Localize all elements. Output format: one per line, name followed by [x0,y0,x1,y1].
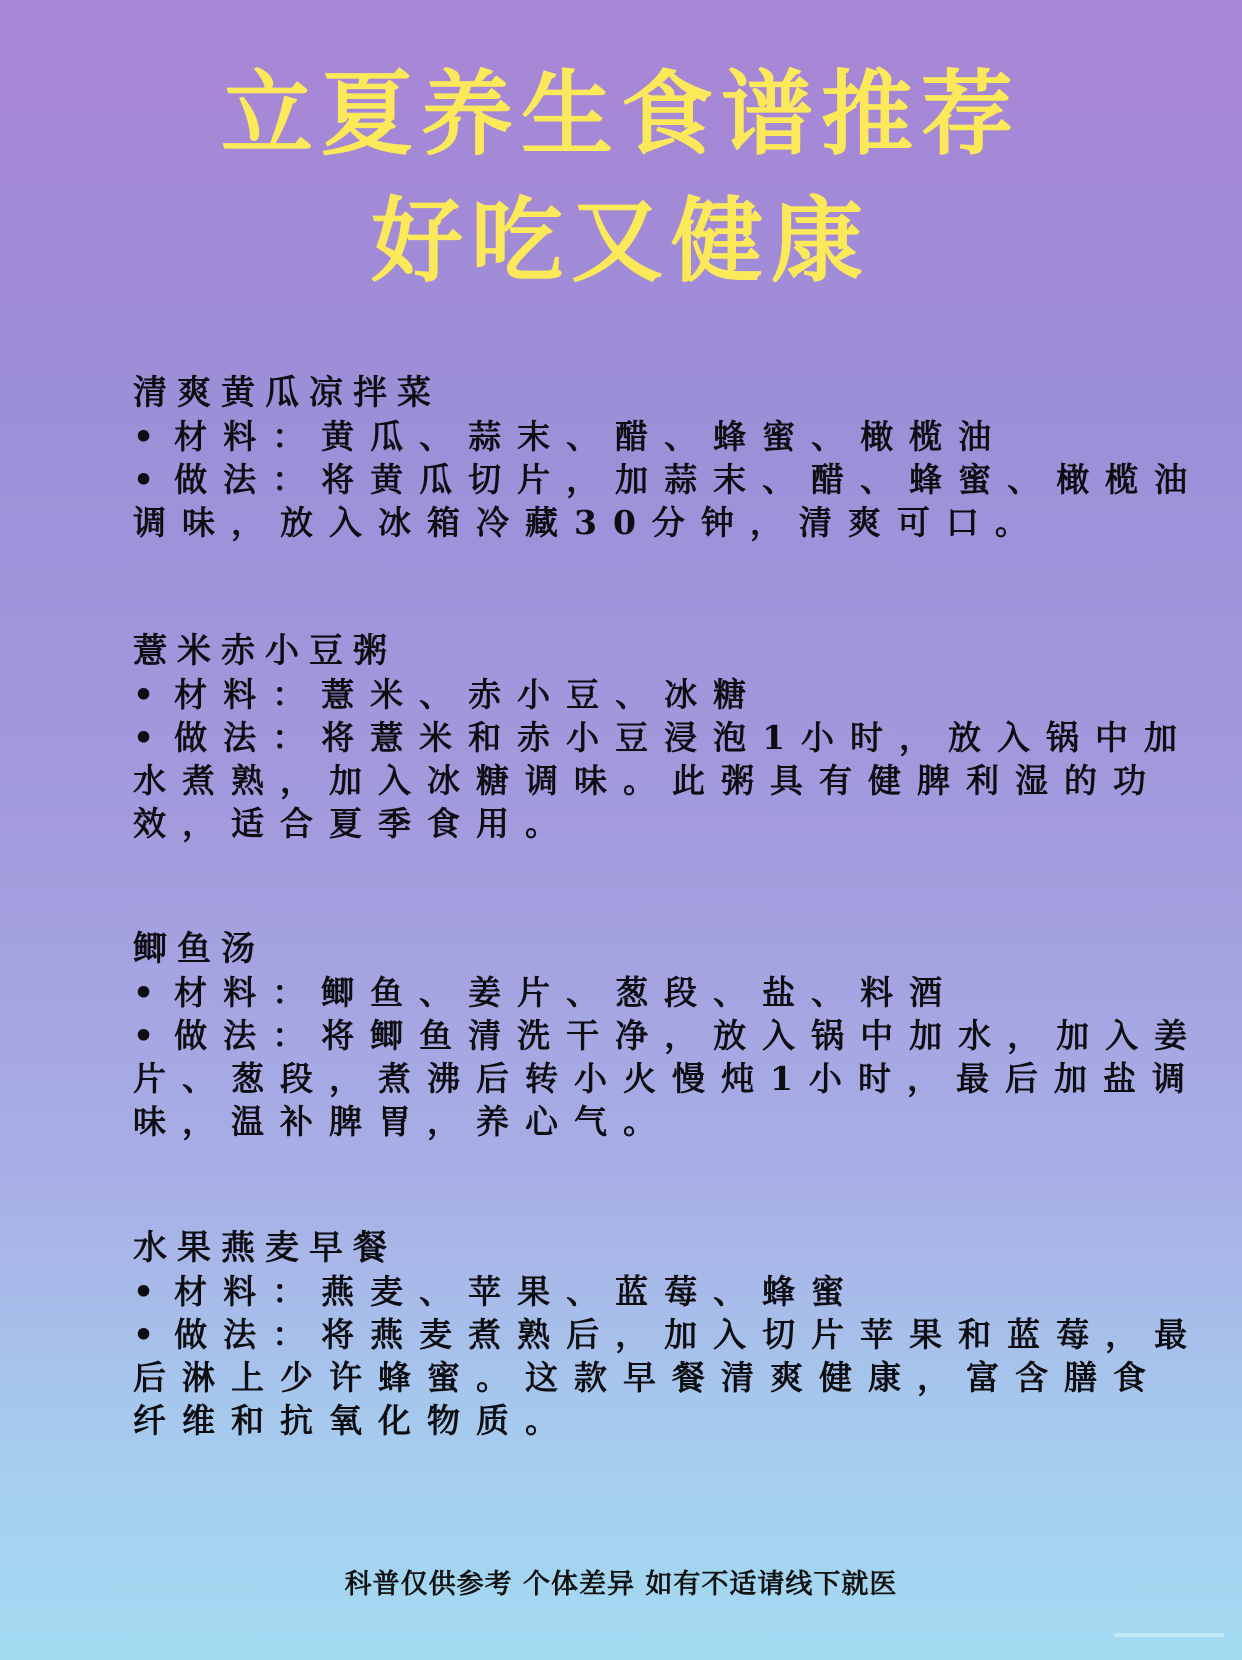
page-subtitle: 好吃又健康 [370,187,871,295]
recipe-method: • 做法：将燕麦煮熟后，加入切片苹果和蓝莓，最后淋上少许蜂蜜。这款早餐清爽健康，富含膳食纤维和抗氧化物质。 [133,1313,1208,1442]
recipe-method: • 做法：将黄瓜切片，加蒜末、醋、蜂蜜、橄榄油调味，放入冰箱冷藏30分钟，清爽可口。 [133,458,1208,544]
recipe-card [133,372,1208,544]
recipe-method: • 做法：将鲫鱼清洗干净，放入锅中加水，加入姜片、葱段，煮沸后转小火慢炖1小时，最后加盐调味，温补脾胃，养心气。 [133,1014,1208,1143]
recipe-name: 清爽黄瓜凉拌菜 [133,373,441,413]
recipe-card [133,630,1208,845]
recipe-materials: • 材料：薏米、赤小豆、冰糖 [133,673,1208,716]
recipe-materials: • 材料：鲫鱼、姜片、葱段、盐、料酒 [133,971,1208,1014]
recipe-name: 水果燕麦早餐 [133,1228,397,1268]
page-title: 立夏养生食谱推荐 [220,60,1021,168]
disclaimer-footer: 科普仅供参考 个体差异 如有不适请线下就医 [344,1569,898,1600]
recipe-name: 鲫鱼汤 [133,929,265,969]
watermark-icon [1114,1624,1224,1646]
recipe-materials: • 材料：燕麦、苹果、蓝莓、蜂蜜 [133,1270,1208,1313]
recipe-method: • 做法：将薏米和赤小豆浸泡1小时，放入锅中加水煮熟，加入冰糖调味。此粥具有健脾利湿的功效，适合夏季食用。 [133,716,1208,845]
recipe-name: 薏米赤小豆粥 [133,631,397,671]
recipe-card [133,1227,1208,1442]
recipe-materials: • 材料：黄瓜、蒜末、醋、蜂蜜、橄榄油 [133,415,1208,458]
recipe-card [133,928,1208,1143]
